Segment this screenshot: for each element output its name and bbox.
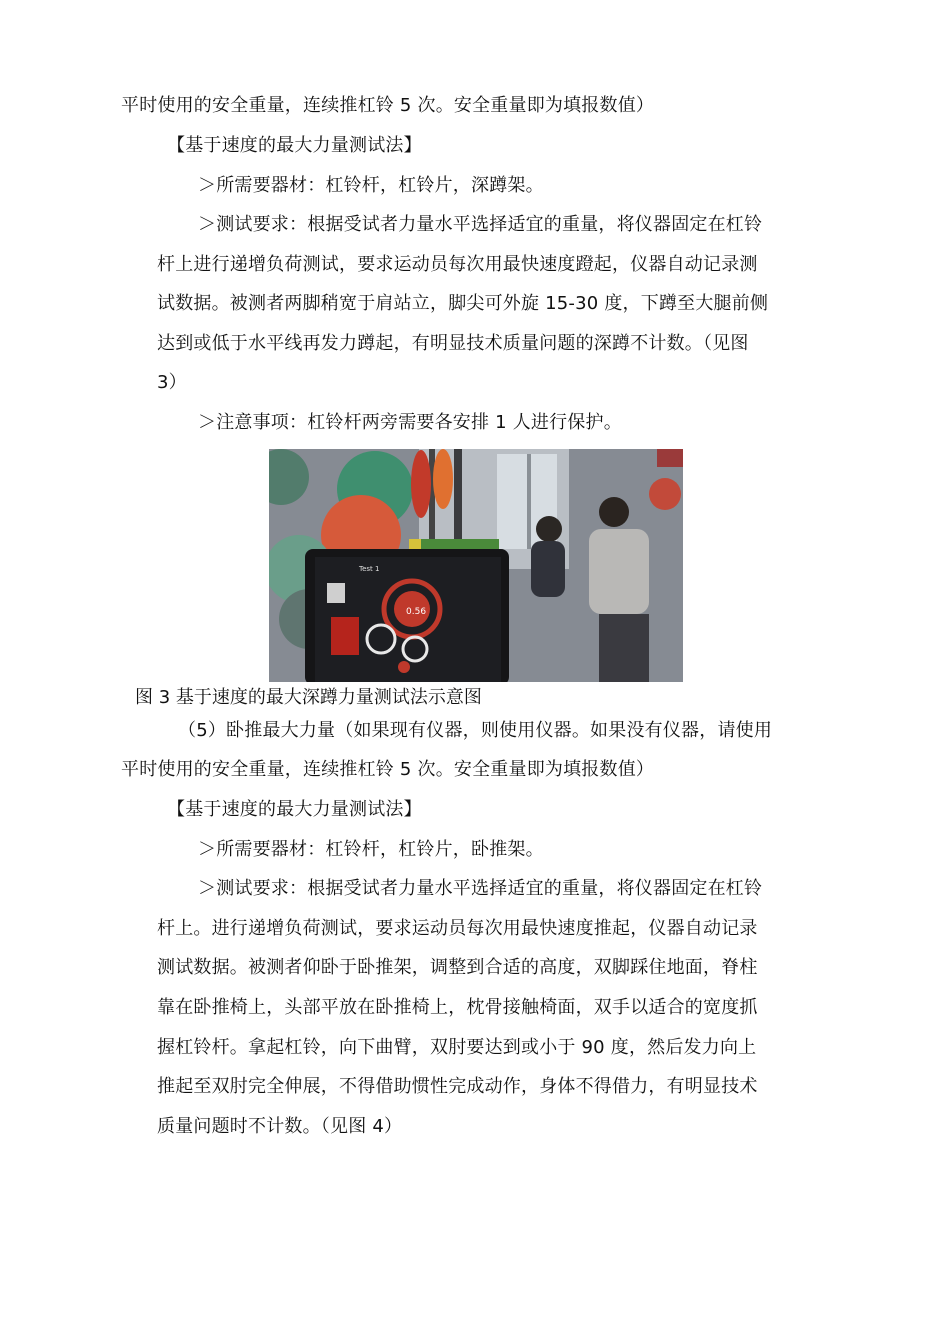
requirement-line: ＞测试要求：根据受试者力量水平选择适宜的重量，将仪器固定在杠铃 xyxy=(198,878,763,899)
equipment-line: ＞所需要器材：杠铃杆，杠铃片，卧推架。 xyxy=(198,839,544,860)
figure-caption: 图 3 基于速度的最大深蹲力量测试法示意图 xyxy=(135,687,482,708)
requirement-line: 杆上。进行递增负荷测试，要求运动员每次用最快速度推起，仪器自动记录 xyxy=(157,918,758,939)
note-line: ＞注意事项：杠铃杆两旁需要各安排 1 人进行保护。 xyxy=(198,412,622,433)
requirement-line: 握杠铃杆。拿起杠铃，向下曲臂，双肘要达到或小于 90 度，然后发力向上 xyxy=(157,1037,757,1058)
requirement-line: 推起至双肘完全伸展，不得借助惯性完成动作，身体不得借力，有明显技术 xyxy=(157,1076,758,1097)
requirement-line: 质量问题时不计数。（见图 4） xyxy=(157,1116,403,1137)
requirement-line: 3） xyxy=(157,372,187,393)
equipment-line: ＞所需要器材：杠铃杆，杠铃片，深蹲架。 xyxy=(198,175,544,196)
text-line: 平时使用的安全重量，连续推杠铃 5 次。安全重量即为填报数值） xyxy=(121,95,655,116)
tablet-test-name: Test 1 xyxy=(359,565,380,573)
text-line: 平时使用的安全重量，连续推杠铃 5 次。安全重量即为填报数值） xyxy=(121,759,655,780)
requirement-line: 靠在卧推椅上，头部平放在卧推椅上，枕骨接触椅面，双手以适合的宽度抓 xyxy=(157,997,758,1018)
squat-test-photo xyxy=(269,449,683,682)
requirement-line: 测试数据。被测者仰卧于卧推架，调整到合适的高度，双脚踩住地面，脊柱 xyxy=(157,957,758,978)
requirement-line: 试数据。被测者两脚稍宽于肩站立，脚尖可外旋 15-30 度，下蹲至大腿前侧 xyxy=(157,293,769,314)
text-line: （5）卧推最大力量（如果现有仪器，则使用仪器。如果没有仪器，请使用 xyxy=(178,720,773,741)
requirement-line: 杆上进行递增负荷测试，要求运动员每次用最快速度蹬起，仪器自动记录测 xyxy=(157,254,758,275)
section-heading: 【基于速度的最大力量测试法】 xyxy=(167,799,422,820)
tablet-value: 0.56 xyxy=(406,607,427,617)
section-heading: 【基于速度的最大力量测试法】 xyxy=(167,135,422,156)
requirement-line: ＞测试要求：根据受试者力量水平选择适宜的重量，将仪器固定在杠铃 xyxy=(198,214,763,235)
requirement-line: 达到或低于水平线再发力蹲起，有明显技术质量问题的深蹲不计数。（见图 xyxy=(157,333,749,354)
